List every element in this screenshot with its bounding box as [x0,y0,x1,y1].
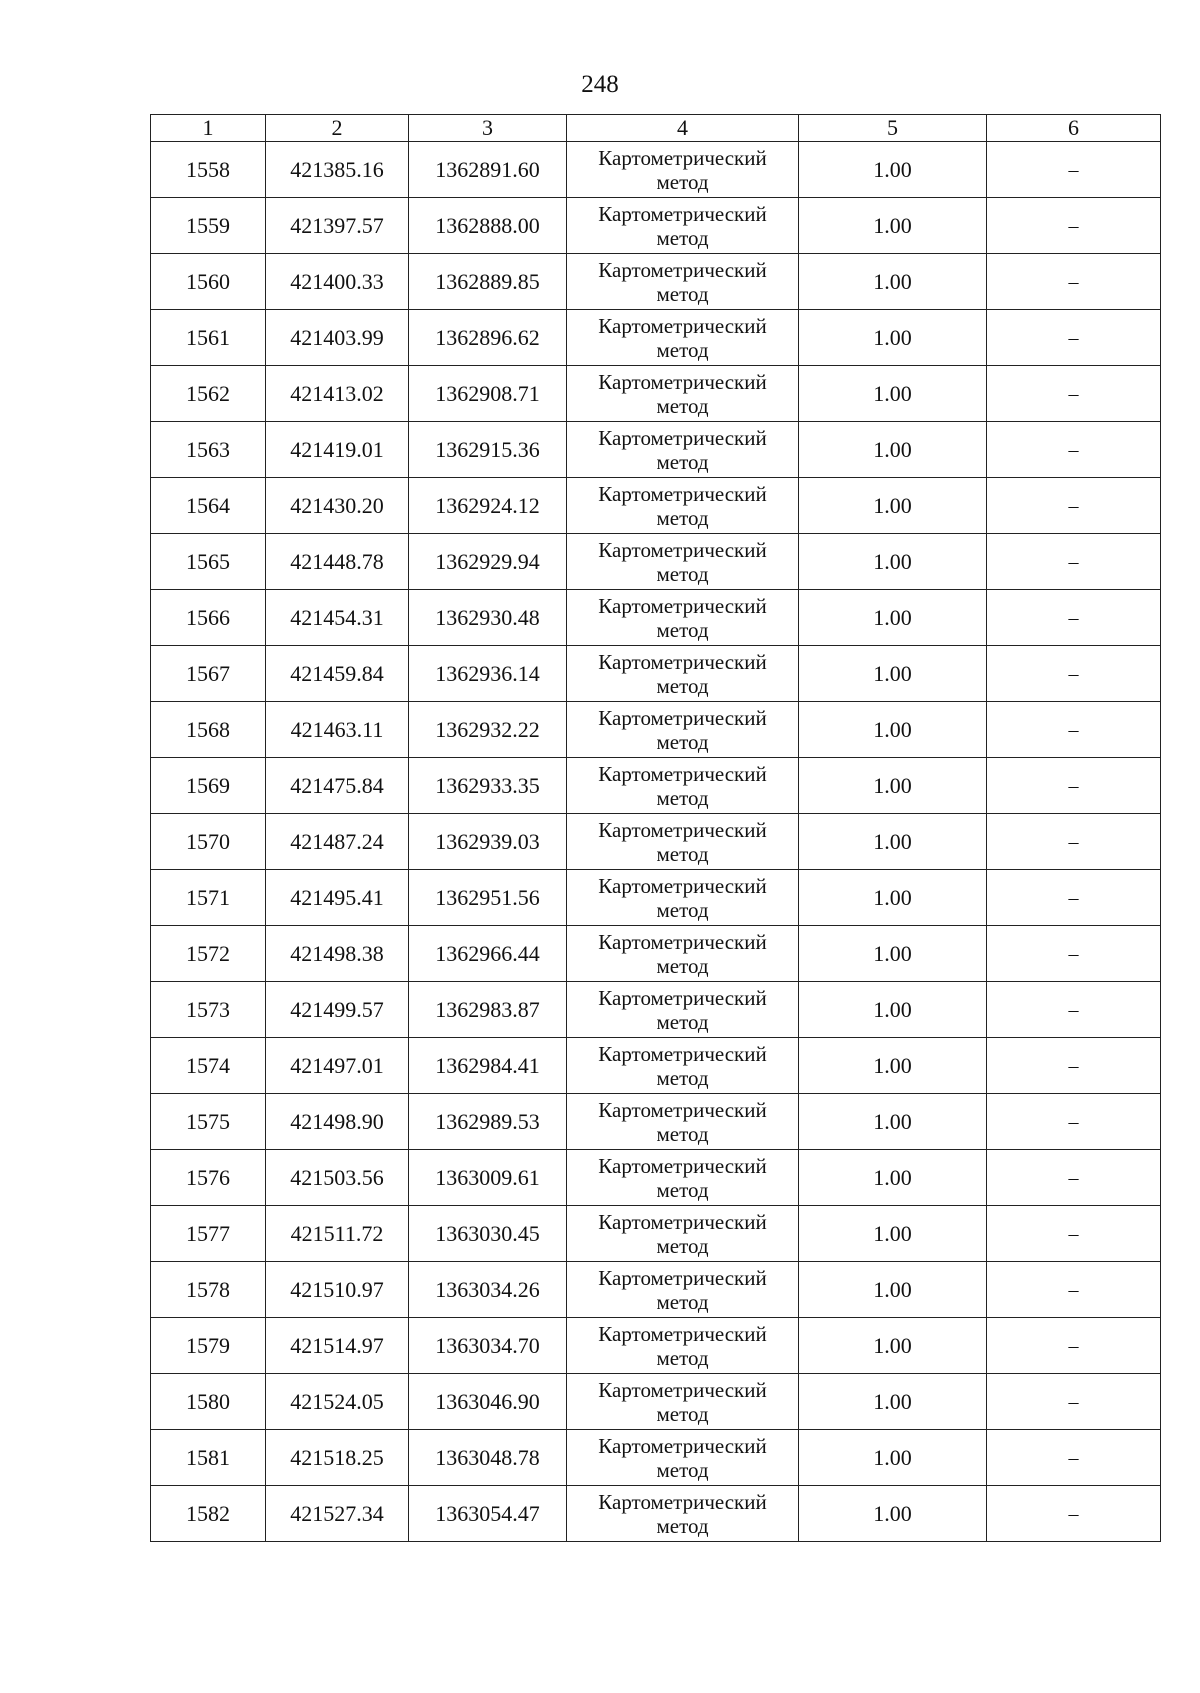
method-cell [567,1486,799,1542]
point-number-cell: 1581 [151,1430,266,1486]
y-coordinate-cell: 1362983.87 [409,982,567,1038]
table-row [151,590,1161,646]
y-coordinate-cell: 1362924.12 [409,478,567,534]
point-number-cell: 1574 [151,1038,266,1094]
table-row [151,310,1161,366]
x-coordinate-cell: 421400.33 [266,254,409,310]
x-coordinate-cell: 421487.24 [266,814,409,870]
note-cell: – [987,254,1161,310]
method-line-1: Картометрический [598,1042,767,1066]
y-coordinate-cell: 1363030.45 [409,1206,567,1262]
x-coordinate-cell: 421403.99 [266,310,409,366]
x-coordinate-cell: 421419.01 [266,422,409,478]
accuracy-cell: 1.00 [799,702,987,758]
method-cell [567,1262,799,1318]
point-number-cell: 1578 [151,1262,266,1318]
method-line-2: метод [656,1234,709,1258]
table-row [151,254,1161,310]
method-line-1: Картометрический [598,1098,767,1122]
method-line-2: метод [656,282,709,306]
accuracy-cell: 1.00 [799,814,987,870]
x-coordinate-cell: 421498.90 [266,1094,409,1150]
note-cell: – [987,1206,1161,1262]
accuracy-cell: 1.00 [799,1262,987,1318]
point-number-cell: 1579 [151,1318,266,1374]
method-cell [567,1094,799,1150]
y-coordinate-cell: 1362915.36 [409,422,567,478]
method-cell [567,142,799,198]
coordinates-table [150,114,1161,1542]
method-line-1: Картометрический [598,314,767,338]
y-coordinate-cell: 1362896.62 [409,310,567,366]
point-number-cell: 1560 [151,254,266,310]
table-row [151,478,1161,534]
x-coordinate-cell: 421397.57 [266,198,409,254]
point-number-cell: 1568 [151,702,266,758]
note-cell: – [987,646,1161,702]
table-row [151,758,1161,814]
table-row [151,702,1161,758]
accuracy-cell: 1.00 [799,534,987,590]
x-coordinate-cell: 421503.56 [266,1150,409,1206]
y-coordinate-cell: 1362989.53 [409,1094,567,1150]
note-cell: – [987,422,1161,478]
accuracy-cell: 1.00 [799,758,987,814]
y-coordinate-cell: 1362932.22 [409,702,567,758]
x-coordinate-cell: 421511.72 [266,1206,409,1262]
method-line-1: Картометрический [598,594,767,618]
accuracy-cell: 1.00 [799,366,987,422]
accuracy-cell: 1.00 [799,1206,987,1262]
table-row [151,982,1161,1038]
method-line-1: Картометрический [598,258,767,282]
method-line-2: метод [656,1010,709,1034]
y-coordinate-cell: 1363048.78 [409,1430,567,1486]
y-coordinate-cell: 1363034.70 [409,1318,567,1374]
table-row [151,646,1161,702]
point-number-cell: 1577 [151,1206,266,1262]
method-line-1: Картометрический [598,1154,767,1178]
accuracy-cell: 1.00 [799,1150,987,1206]
method-line-2: метод [656,1514,709,1538]
table-row [151,1262,1161,1318]
point-number-cell: 1570 [151,814,266,870]
note-cell: – [987,758,1161,814]
method-line-1: Картометрический [598,650,767,674]
x-coordinate-cell: 421413.02 [266,366,409,422]
table-row [151,1430,1161,1486]
y-coordinate-cell: 1362908.71 [409,366,567,422]
method-line-1: Картометрический [598,706,767,730]
note-cell: – [987,1318,1161,1374]
method-line-2: метод [656,226,709,250]
method-line-1: Картометрический [598,370,767,394]
table-row [151,198,1161,254]
method-cell [567,1150,799,1206]
note-cell: – [987,982,1161,1038]
method-line-1: Картометрический [598,986,767,1010]
method-cell [567,590,799,646]
x-coordinate-cell: 421430.20 [266,478,409,534]
method-cell [567,310,799,366]
point-number-cell: 1573 [151,982,266,1038]
accuracy-cell: 1.00 [799,142,987,198]
y-coordinate-cell: 1362933.35 [409,758,567,814]
method-line-2: метод [656,1458,709,1482]
accuracy-cell: 1.00 [799,478,987,534]
method-cell [567,814,799,870]
method-line-2: метод [656,898,709,922]
y-coordinate-cell: 1363046.90 [409,1374,567,1430]
method-line-2: метод [656,1178,709,1202]
method-line-1: Картометрический [598,1490,767,1514]
method-cell [567,534,799,590]
method-line-1: Картометрический [598,1266,767,1290]
table-row [151,926,1161,982]
x-coordinate-cell: 421524.05 [266,1374,409,1430]
y-coordinate-cell: 1362930.48 [409,590,567,646]
point-number-cell: 1572 [151,926,266,982]
note-cell: – [987,814,1161,870]
method-line-1: Картометрический [598,930,767,954]
method-line-2: метод [656,618,709,642]
y-coordinate-cell: 1363034.26 [409,1262,567,1318]
column-header-1: 1 [151,115,266,142]
point-number-cell: 1576 [151,1150,266,1206]
accuracy-cell: 1.00 [799,1486,987,1542]
x-coordinate-cell: 421497.01 [266,1038,409,1094]
method-line-1: Картометрический [598,482,767,506]
method-line-1: Картометрический [598,202,767,226]
point-number-cell: 1561 [151,310,266,366]
note-cell: – [987,702,1161,758]
accuracy-cell: 1.00 [799,1318,987,1374]
note-cell: – [987,1150,1161,1206]
accuracy-cell: 1.00 [799,1430,987,1486]
method-line-2: метод [656,450,709,474]
point-number-cell: 1558 [151,142,266,198]
point-number-cell: 1565 [151,534,266,590]
method-line-2: метод [656,394,709,418]
point-number-cell: 1580 [151,1374,266,1430]
accuracy-cell: 1.00 [799,310,987,366]
note-cell: – [987,198,1161,254]
method-cell [567,366,799,422]
method-line-1: Картометрический [598,1210,767,1234]
method-cell [567,870,799,926]
method-line-2: метод [656,1122,709,1146]
table-row [151,1094,1161,1150]
note-cell: – [987,366,1161,422]
column-header-4: 4 [567,115,799,142]
method-cell [567,254,799,310]
note-cell: – [987,1038,1161,1094]
table-row [151,142,1161,198]
x-coordinate-cell: 421459.84 [266,646,409,702]
note-cell: – [987,478,1161,534]
y-coordinate-cell: 1362951.56 [409,870,567,926]
column-header-5: 5 [799,115,987,142]
y-coordinate-cell: 1362889.85 [409,254,567,310]
table-body [151,142,1161,1542]
method-line-2: метод [656,842,709,866]
accuracy-cell: 1.00 [799,870,987,926]
note-cell: – [987,1374,1161,1430]
point-number-cell: 1569 [151,758,266,814]
note-cell: – [987,310,1161,366]
point-number-cell: 1582 [151,1486,266,1542]
x-coordinate-cell: 421475.84 [266,758,409,814]
x-coordinate-cell: 421448.78 [266,534,409,590]
method-cell [567,646,799,702]
method-line-2: метод [656,786,709,810]
point-number-cell: 1563 [151,422,266,478]
accuracy-cell: 1.00 [799,1038,987,1094]
accuracy-cell: 1.00 [799,590,987,646]
table-row [151,1374,1161,1430]
method-line-1: Картометрический [598,426,767,450]
method-line-2: метод [656,1402,709,1426]
x-coordinate-cell: 421498.38 [266,926,409,982]
method-line-2: метод [656,954,709,978]
method-line-1: Картометрический [598,1378,767,1402]
y-coordinate-cell: 1362936.14 [409,646,567,702]
method-cell [567,198,799,254]
column-header-6: 6 [987,115,1161,142]
table-row [151,814,1161,870]
method-cell [567,982,799,1038]
accuracy-cell: 1.00 [799,198,987,254]
column-header-3: 3 [409,115,567,142]
y-coordinate-cell: 1363054.47 [409,1486,567,1542]
method-cell [567,478,799,534]
method-line-2: метод [656,170,709,194]
method-cell [567,1038,799,1094]
note-cell: – [987,1430,1161,1486]
note-cell: – [987,1262,1161,1318]
column-header-2: 2 [266,115,409,142]
method-cell [567,1318,799,1374]
table-row [151,1318,1161,1374]
y-coordinate-cell: 1362929.94 [409,534,567,590]
x-coordinate-cell: 421499.57 [266,982,409,1038]
method-line-1: Картометрический [598,538,767,562]
note-cell: – [987,870,1161,926]
note-cell: – [987,1486,1161,1542]
method-line-1: Картометрический [598,874,767,898]
point-number-cell: 1571 [151,870,266,926]
method-line-2: метод [656,674,709,698]
accuracy-cell: 1.00 [799,646,987,702]
table-header [151,115,1161,142]
point-number-cell: 1575 [151,1094,266,1150]
method-line-2: метод [656,1066,709,1090]
method-cell [567,926,799,982]
x-coordinate-cell: 421514.97 [266,1318,409,1374]
table-row [151,1486,1161,1542]
y-coordinate-cell: 1362984.41 [409,1038,567,1094]
method-line-2: метод [656,506,709,530]
accuracy-cell: 1.00 [799,422,987,478]
method-line-1: Картометрический [598,146,767,170]
accuracy-cell: 1.00 [799,1374,987,1430]
table-row [151,534,1161,590]
point-number-cell: 1564 [151,478,266,534]
table-row [151,870,1161,926]
method-line-1: Картометрический [598,818,767,842]
x-coordinate-cell: 421527.34 [266,1486,409,1542]
accuracy-cell: 1.00 [799,926,987,982]
method-line-1: Картометрический [598,1434,767,1458]
table-row [151,1038,1161,1094]
method-cell [567,758,799,814]
point-number-cell: 1566 [151,590,266,646]
accuracy-cell: 1.00 [799,254,987,310]
table-row [151,1206,1161,1262]
table-row [151,1150,1161,1206]
point-number-cell: 1559 [151,198,266,254]
y-coordinate-cell: 1362939.03 [409,814,567,870]
method-line-2: метод [656,562,709,586]
x-coordinate-cell: 421454.31 [266,590,409,646]
point-number-cell: 1567 [151,646,266,702]
y-coordinate-cell: 1362888.00 [409,198,567,254]
x-coordinate-cell: 421385.16 [266,142,409,198]
x-coordinate-cell: 421463.11 [266,702,409,758]
method-cell [567,1206,799,1262]
method-cell [567,1374,799,1430]
accuracy-cell: 1.00 [799,982,987,1038]
x-coordinate-cell: 421518.25 [266,1430,409,1486]
method-line-2: метод [656,338,709,362]
note-cell: – [987,1094,1161,1150]
x-coordinate-cell: 421510.97 [266,1262,409,1318]
y-coordinate-cell: 1363009.61 [409,1150,567,1206]
table-row [151,422,1161,478]
method-line-2: метод [656,1290,709,1314]
method-cell [567,702,799,758]
method-line-2: метод [656,1346,709,1370]
method-line-2: метод [656,730,709,754]
method-cell [567,422,799,478]
header-row [151,115,1161,142]
note-cell: – [987,534,1161,590]
note-cell: – [987,590,1161,646]
y-coordinate-cell: 1362891.60 [409,142,567,198]
page-number: 248 [581,71,619,98]
note-cell: – [987,926,1161,982]
x-coordinate-cell: 421495.41 [266,870,409,926]
accuracy-cell: 1.00 [799,1094,987,1150]
table-row [151,366,1161,422]
method-line-1: Картометрический [598,1322,767,1346]
y-coordinate-cell: 1362966.44 [409,926,567,982]
method-line-1: Картометрический [598,762,767,786]
point-number-cell: 1562 [151,366,266,422]
method-cell [567,1430,799,1486]
note-cell: – [987,142,1161,198]
